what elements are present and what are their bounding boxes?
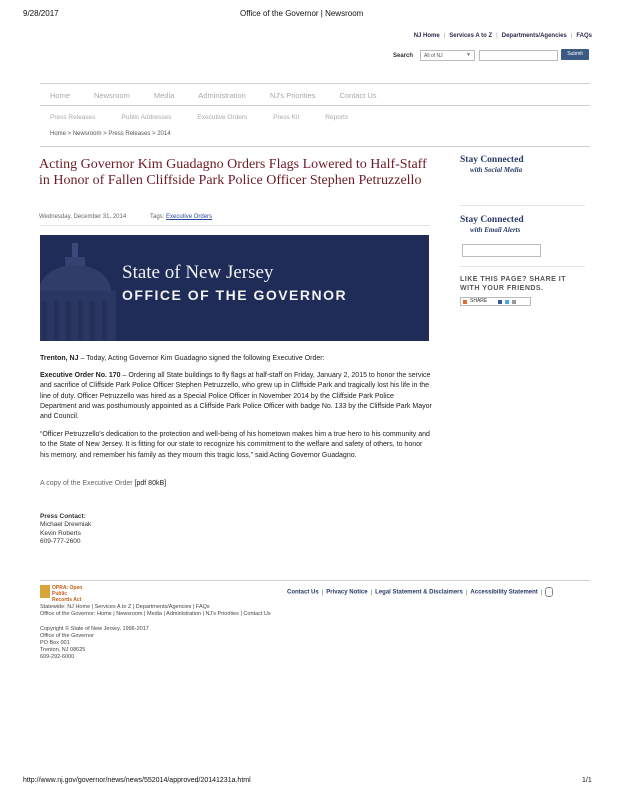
search-label: Search (393, 53, 414, 59)
office-links[interactable]: Office of the Governor: Home | Newsroom | Media | Administration | NJ's Priorities | Contact Us (40, 611, 271, 617)
divider (40, 146, 590, 147)
press-contact (40, 513, 91, 546)
footer-links (287, 587, 553, 597)
opra-badge-icon (40, 585, 50, 598)
nav-contact[interactable]: Contact Us (339, 91, 377, 100)
opra-logo[interactable] (40, 585, 84, 603)
footer-privacy[interactable]: Privacy Notice (326, 589, 368, 596)
contact-name: Michael Drewniak (40, 521, 92, 529)
search-scope-select[interactable] (420, 50, 475, 61)
divider (460, 205, 585, 206)
address-line: Trenton, NJ 08625 (40, 647, 86, 653)
copyright: Copyright © State of New Jersey, 1996-2017 (40, 626, 149, 632)
stay-connected-social-heading[interactable]: Stay Connected (460, 155, 524, 165)
subnav-press-releases[interactable]: Press Releases (50, 114, 96, 121)
statewide-links[interactable]: Statewide: NJ Home | Services A to Z | Departments/Agencies | FAQs (40, 604, 210, 610)
separator: | (443, 33, 446, 39)
utility-nav (414, 33, 592, 39)
util-link-services[interactable]: Services A to Z (449, 33, 493, 39)
main-nav (50, 91, 401, 100)
paragraph-intro (40, 354, 432, 364)
address-line: PO Box 001 (40, 640, 70, 646)
share-label: SHARE (470, 298, 488, 304)
divider (40, 580, 590, 581)
share-prompt-line2: WITH YOUR FRIENDS. (460, 285, 544, 292)
share-prompt (460, 275, 566, 293)
order-number: Executive Order No. 170 (40, 372, 121, 379)
chevron-down-icon: ▼ (466, 52, 471, 58)
divider (40, 105, 590, 106)
footer-address (40, 626, 149, 661)
submit-button[interactable]: Submit (561, 49, 589, 60)
subnav-reports[interactable]: Reports (325, 114, 349, 121)
email-icon (512, 300, 516, 304)
press-contact-label: Press Contact: (40, 513, 86, 520)
article-date: Wednesday, December 31, 2014 (39, 214, 127, 220)
separator: | (540, 589, 543, 596)
dateline-lead: Trenton, NJ (40, 355, 79, 362)
separator: | (465, 589, 468, 596)
share-prompt-line1: LIKE THIS PAGE? SHARE IT (460, 276, 566, 283)
separator: | (370, 589, 373, 596)
email-alerts-subheading[interactable]: with Email Alerts (470, 226, 521, 234)
print-date: 9/28/2017 (23, 9, 59, 18)
subnav-public-addresses[interactable]: Public Addresses (121, 114, 172, 121)
footer-legal[interactable]: Legal Statement & Disclaimers (375, 589, 463, 596)
twitter-icon (505, 300, 509, 304)
opra-text (52, 585, 84, 603)
page-title: Acting Governor Kim Guadagno Orders Flags Lowered to Half-Staff in Honor of Fallen Cliffside Park Police Officer Stephen Petruzzello (39, 157, 427, 188)
social-media-subheading[interactable]: with Social Media (470, 166, 523, 174)
governor-banner (40, 235, 429, 341)
subnav-executive-orders[interactable]: Executive Orders (197, 114, 248, 121)
subnav-press-kit[interactable]: Press Kit (273, 114, 300, 121)
util-link-nj-home[interactable]: NJ Home (413, 33, 440, 39)
footer-contact[interactable]: Contact Us (287, 589, 319, 596)
sub-nav (50, 114, 374, 121)
util-link-departments[interactable]: Departments/Agencies (501, 33, 567, 39)
divider (40, 83, 590, 84)
nav-administration[interactable]: Administration (198, 91, 246, 100)
print-url: http://www.nj.gov/governor/news/news/552014/approved/20141231a.html (23, 777, 251, 784)
nav-priorities[interactable]: NJ's Priorities (269, 91, 316, 100)
util-link-faqs[interactable]: FAQs (576, 33, 592, 39)
nav-newsroom[interactable]: Newsroom (94, 91, 130, 100)
stay-connected-email-heading[interactable]: Stay Connected (460, 215, 524, 225)
tag-link[interactable]: Executive Orders (166, 214, 213, 220)
contact-phone: 609-777-2600 (40, 537, 81, 545)
nav-home[interactable]: Home (50, 91, 71, 100)
facebook-icon (498, 300, 502, 304)
banner-line2: OFFICE OF THE GOVERNOR (122, 287, 348, 303)
separator: | (496, 33, 498, 39)
banner-line1: State of New Jersey (122, 262, 274, 283)
divider (40, 225, 430, 226)
state-house-dome-icon (40, 243, 132, 341)
executive-order-copy (40, 480, 166, 487)
article-tags (150, 214, 212, 220)
breadcrumb[interactable]: Home > Newsroom > Press Releases > 2014 (50, 131, 171, 137)
order-text: – Ordering all State buildings to fly flags at half-staff on Friday, January 2, 2015 to honor the service and sacrifice of Cliffside Park Police Officer Stephen Petruzzello, who grew up in Cliffside Park and tragically lost his life in the line of duty. Officer Petruzzello was hired as a Special Police Officer in November 2014 by the Cliffside Park Police Department and was posthumously appointed as a Cliffside Park Police Officer with badge No. 133 by the Cliffside Park Mayor and Council. (40, 372, 432, 421)
print-title: Office of the Governor | Newsroom (240, 9, 364, 18)
address-line: 609-292-6000 (40, 654, 75, 660)
separator: | (570, 33, 573, 39)
nav-media[interactable]: Media (153, 91, 175, 100)
opra-line2: Public Records Act (52, 591, 82, 603)
pdf-link[interactable]: [pdf 80kB] (134, 480, 167, 487)
search-input[interactable] (479, 50, 558, 61)
separator: | (321, 589, 324, 596)
page-number: 1/1 (582, 777, 592, 784)
paragraph-quote: “Officer Petruzzello's dedication to the protection and well-being of his hometown makes him a true hero to his community and to the State of New Jersey. It is fitting for our state to recognize his commitment to the welfare and safety of others, to honor his memory, and remember his family as they mourn this tragic loss,” said Acting Governor Guadagno. (40, 431, 430, 459)
divider (460, 266, 585, 267)
email-input[interactable] (462, 244, 541, 257)
opra-line1: OPRA: Open (52, 585, 83, 591)
search-scope-value: All of NJ (424, 53, 443, 59)
intro-text: – Today, Acting Governor Kim Guadagno signed the following Executive Order: (78, 355, 325, 362)
contact-name: Kevin Roberts (40, 529, 81, 537)
accessibility-icon[interactable] (545, 587, 553, 597)
paragraph-order (40, 371, 432, 422)
share-icon (463, 300, 467, 304)
share-button[interactable] (460, 297, 531, 306)
copy-text: A copy of the Executive Order (40, 480, 133, 487)
footer-accessibility[interactable]: Accessibility Statement (470, 589, 538, 596)
address-line: Office of the Governor (40, 633, 95, 639)
tags-label: Tags: (150, 214, 165, 220)
